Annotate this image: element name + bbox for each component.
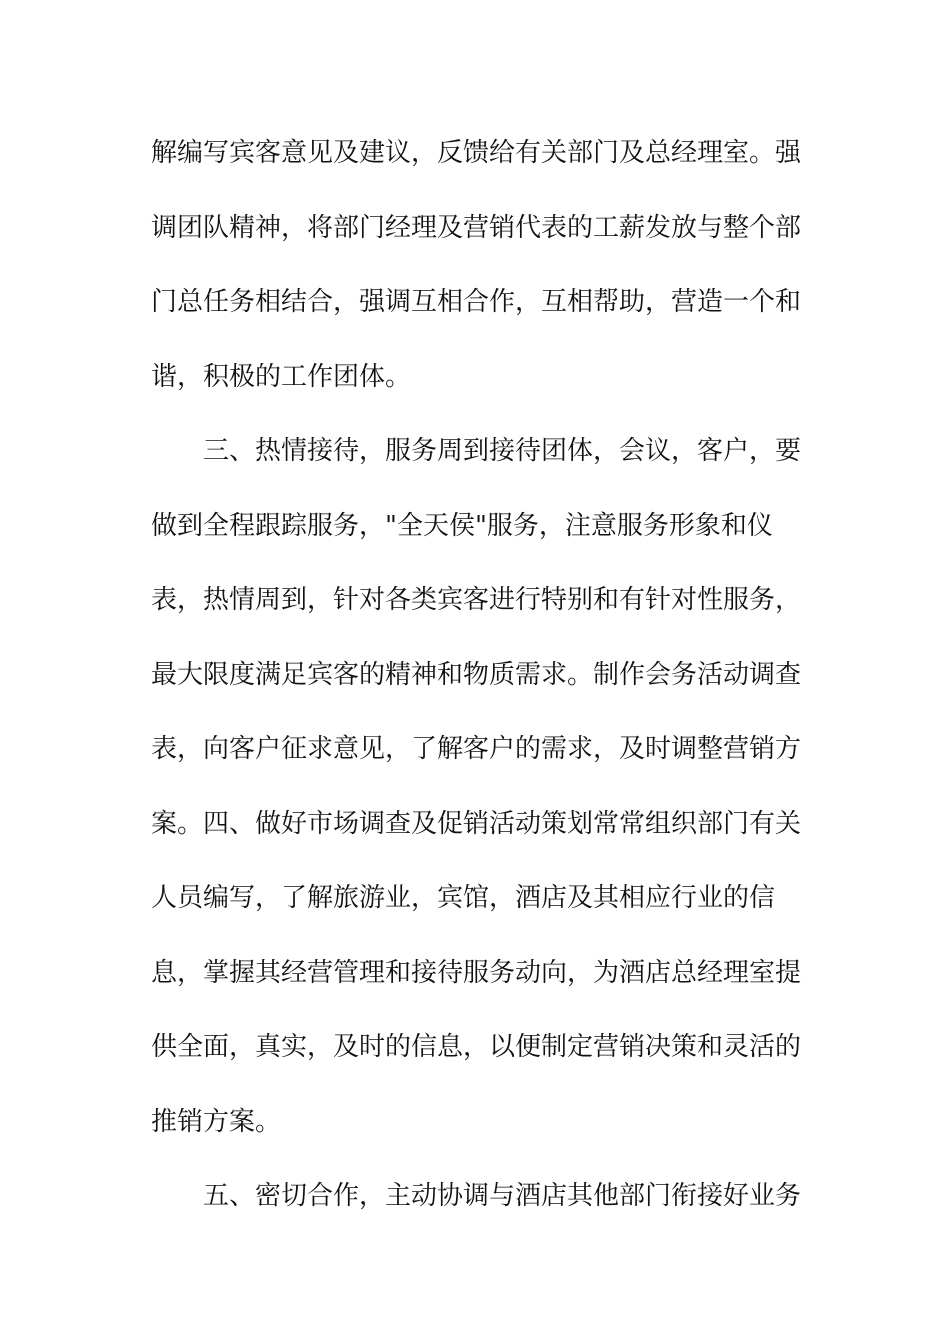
text-line: 解编写宾客意见及建议，反馈给有关部门及总经理室。强 — [151, 138, 802, 168]
document-body — [151, 126, 811, 1244]
text-line: 供全面，真实，及时的信息，以便制定营销决策和灵活的 — [151, 1032, 802, 1062]
text-line: 推销方案。 — [151, 1106, 282, 1137]
text-line: 调团队精神，将部门经理及营销代表的工薪发放与整个部 — [151, 212, 802, 243]
text-line: 案。四、做好市场调查及促销活动策划常常组织部门有关 — [151, 808, 802, 839]
text-line: 最大限度满足宾客的精神和物质需求。制作会务活动调查 — [151, 659, 802, 690]
text-line: 做到全程跟踪服务，"全天侯"服务，注意服务形象和仪 — [151, 510, 773, 541]
text-line: 门总任务相结合，强调互相合作，互相帮助，营造一个和 — [151, 287, 802, 317]
paragraph-start-line: 三、热情接待，服务周到接待团体，会议，客户，要 — [203, 436, 802, 466]
paragraph-start-line: 五、密切合作，主动协调与酒店其他部门衔接好业务 — [203, 1181, 802, 1211]
text-line: 表，向客户征求意见，了解客户的需求，及时调整营销方 — [151, 734, 802, 764]
text-line: 人员编写，了解旅游业，宾馆，酒店及其相应行业的信 — [151, 883, 776, 913]
text-line: 谐，积极的工作团体。 — [151, 361, 412, 392]
text-line: 息，掌握其经营管理和接待服务动向，为酒店总经理室提 — [151, 957, 802, 988]
text-line: 表，热情周到，针对各类宾客进行特别和有针对性服务， — [151, 585, 802, 615]
